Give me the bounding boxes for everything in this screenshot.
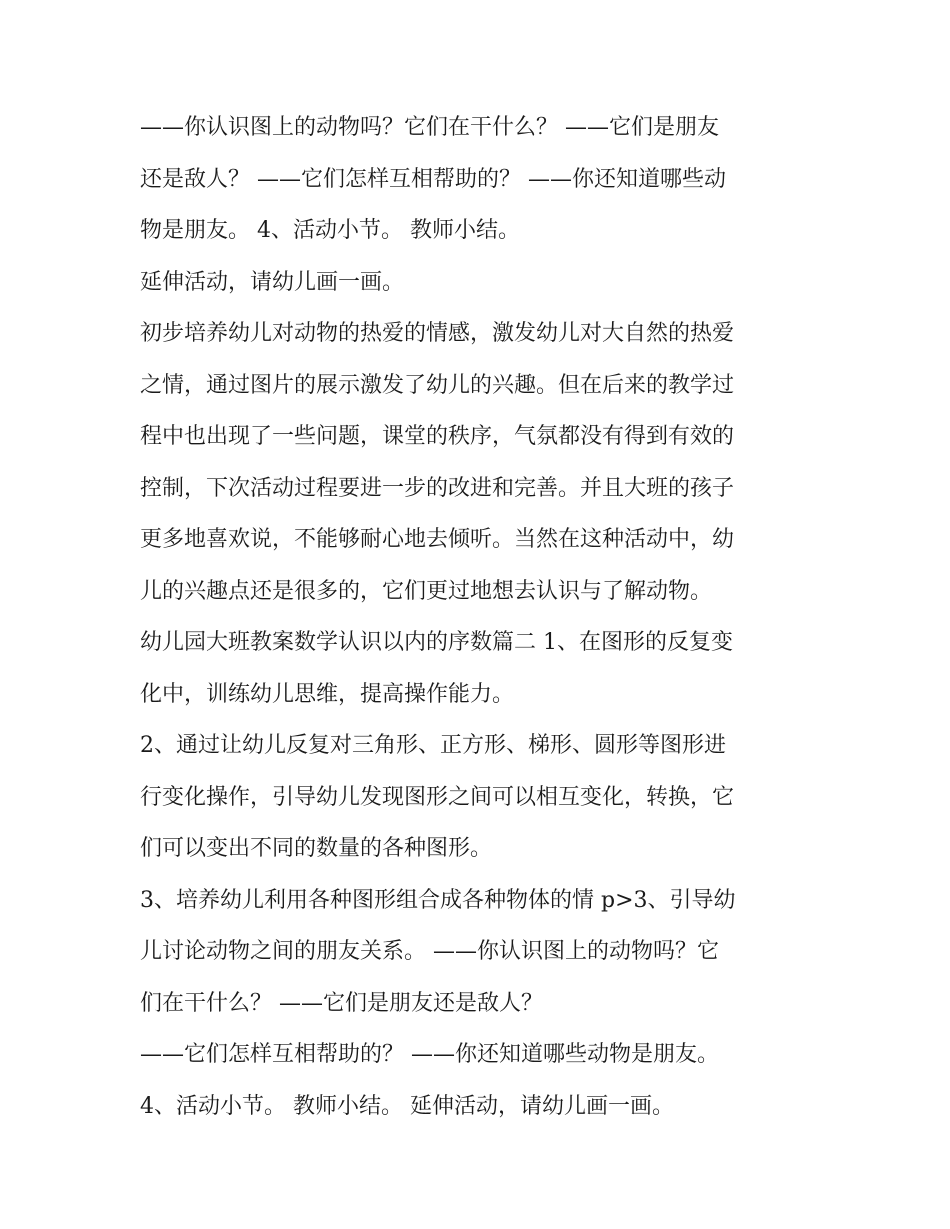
text-line: 们在干什么？ ——它们是朋友还是敌人？ — [140, 990, 543, 1016]
body-text — [140, 102, 820, 1132]
text-line: 2、通过让幼儿反复对三角形、正方形、梯形、圆形等图形进 — [140, 733, 726, 758]
text-line: 程中也出现了一些问题，课堂的秩序，气氛都没有得到有效的 — [140, 424, 735, 449]
text-line: 行变化操作，引导幼儿发现图形之间可以相互变化，转换，它 — [140, 784, 735, 810]
text-line: 初步培养幼儿对动物的热爱的情感，激发幼儿对大自然的热爱 — [140, 321, 735, 346]
text-line: 更多地喜欢说，不能够耐心地去倾听。当然在这种活动中，幼 — [140, 527, 735, 552]
text-line: ——它们怎样互相帮助的？ ——你还知道哪些动物是朋友。 — [140, 1042, 719, 1067]
text-line: 3、培养幼儿利用各种图形组合成各种物体的情 p>3、引导幼 — [140, 887, 736, 913]
text-line: 还是敌人？ ——它们怎样互相帮助的？ ——你还知道哪些动 — [140, 166, 726, 192]
text-line: 延伸活动，请幼儿画一画。 — [140, 269, 405, 295]
text-line: 幼儿园大班教案数学认识以内的序数篇二 1、在图形的反复变 — [140, 630, 733, 655]
text-line: 控制，下次活动过程要进一步的改进和完善。并且大班的孩子 — [140, 475, 735, 501]
text-line: 儿讨论动物之间的朋友关系。 ——你认识图上的动物吗？它 — [140, 939, 719, 964]
text-line: 们可以变出不同的数量的各种图形。 — [140, 836, 493, 861]
text-line: 儿的兴趣点还是很多的，它们更过地想去认识与了解动物。 — [140, 578, 713, 604]
text-line: 之情，通过图片的展示激发了幼儿的兴趣。但在后来的教学过 — [140, 372, 735, 398]
text-line: 化中，训练幼儿思维，提高操作能力。 — [140, 681, 515, 707]
text-line: 物是朋友。 4、活动小节。 教师小结。 — [140, 218, 520, 243]
text-line: 4、活动小节。 教师小结。 延伸活动，请幼儿画一画。 — [140, 1093, 674, 1119]
text-line: ——你认识图上的动物吗？它们在干什么？ ——它们是朋友 — [140, 115, 719, 140]
